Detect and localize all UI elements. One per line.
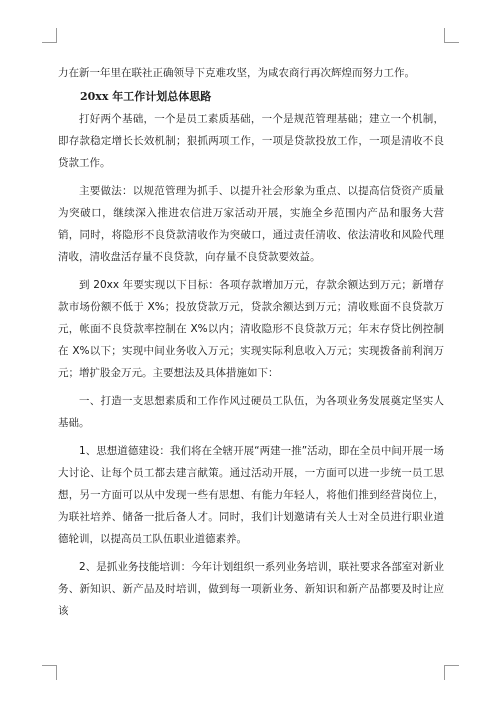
corner-mark-top-left (42, 28, 57, 43)
paragraph-approach: 主要做法：以规范管理为抓手、以提升社会形象为重点、以提高信贷资产质量为突破口，继续深入推进农信进万家活动开展，实施全乡范围内产品和服务大营销，同时，将隐形不良贷款清收作为突破口，通过责任清收、依法清收和风险代理清收，清收盘活存量不良贷款，向存量不良贷款要效益。 (58, 185, 444, 263)
document-body (58, 62, 444, 622)
heading-year: 20xx (80, 90, 109, 103)
corner-mark-bottom-right (444, 665, 459, 680)
paragraph-skills-training: 2、是抓业务技能培训：今年计划组织一系列业务培训，联社要求各部室对新业务、新知识、新产品及时培训，做到每一项新业务、新知识和新产品都要及时让应该 (58, 561, 444, 617)
heading-text: 年工作计划总体思路 (108, 90, 212, 103)
intro-line: 力在新一年里在联社正确领导下克难攻坚，为咸农商行再次辉煌而努力工作。 (58, 67, 415, 79)
paragraph-foundations: 打好两个基础，一个是员工素质基础，一个是规范管理基础；建立一个机制，即存款稳定增长长效机制；狠抓两项工作，一项是贷款投放工作，一项是清收不良贷款工作。 (58, 113, 444, 169)
corner-mark-top-right (444, 28, 459, 43)
corner-mark-bottom-left (42, 665, 57, 680)
paragraph-section-one: 一、打造一支思想素质和工作作风过硬员工队伍，为各项业务发展奠定坚实人基础。 (58, 395, 444, 429)
paragraph-moral-building: 1、思想道德建设：我们将在全辖开展“两建一推”活动，即在全员中间开展一场大讨论、让每个员工都去建言献策。通过活动开展，一方面可以进一步统一员工思想，另一方面可以从中发现一些有思想、有能力年轻人，将他们推到经营岗位上，为联社培养、储备一批后备人才。同时，我们计划邀请有关人士对全员进行职业道德轮训，以提高员工队伍职业道德素养。 (58, 445, 444, 545)
paragraph-targets: 到 20xx 年要实现以下目标：各项存款增加万元，存款余额达到万元；新增存款市场份额不低于 X%；投放贷款万元，贷款余额达到万元；清收账面不良贷款万元，帐面不良贷款率控制在 X%以内；清收隐形不良贷款万元；年末存贷比例控制在 X%以下；实现中间业务收入万元；实现实际利息收入万元；实现拨备前利润万元；增扩股金万元。主要想法及具体措施如下： (58, 279, 444, 379)
section-heading (58, 86, 444, 108)
